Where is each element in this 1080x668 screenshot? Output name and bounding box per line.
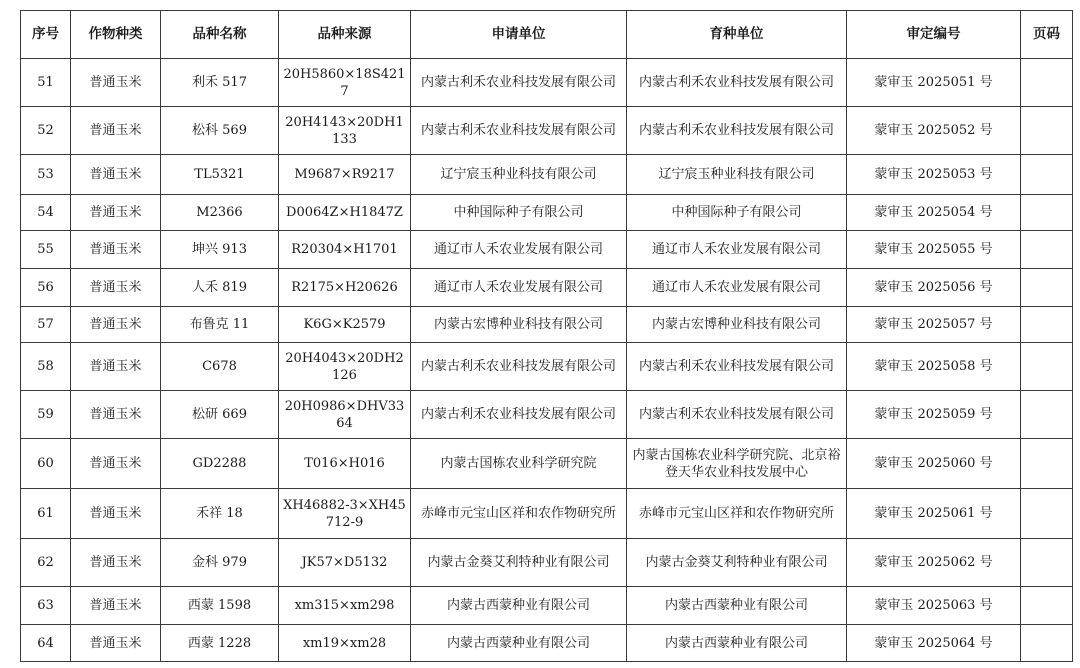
cell-no: 56 [21,269,71,307]
cell-variety: 坤兴 913 [161,231,279,269]
table-row [21,107,1073,155]
cell-code: 蒙审玉 2025061 号 [847,489,1021,539]
cell-page [1021,539,1073,587]
cell-no: 64 [21,625,71,662]
header-no: 序号 [21,11,71,59]
table-row [21,539,1073,587]
cell-breeder: 内蒙古西蒙种业有限公司 [627,587,847,625]
cell-code: 蒙审玉 2025052 号 [847,107,1021,155]
cell-no: 54 [21,195,71,231]
cell-variety: 禾祥 18 [161,489,279,539]
cell-applicant: 通辽市人禾农业发展有限公司 [411,269,627,307]
cell-variety: M2366 [161,195,279,231]
cell-variety: 利禾 517 [161,59,279,107]
header-breeder: 育种单位 [627,11,847,59]
cell-page [1021,155,1073,195]
cell-page [1021,391,1073,439]
table-row [21,625,1073,662]
header-variety: 品种名称 [161,11,279,59]
cell-code: 蒙审玉 2025056 号 [847,269,1021,307]
cell-no: 53 [21,155,71,195]
cell-crop: 普通玉米 [71,391,161,439]
cell-code: 蒙审玉 2025064 号 [847,625,1021,662]
cell-no: 55 [21,231,71,269]
header-code: 审定编号 [847,11,1021,59]
cell-variety: 西蒙 1228 [161,625,279,662]
cell-applicant: 内蒙古西蒙种业有限公司 [411,625,627,662]
cell-source: 20H4043×20DH2126 [279,343,411,391]
cell-applicant: 内蒙古西蒙种业有限公司 [411,587,627,625]
cell-breeder: 内蒙古宏博种业科技有限公司 [627,307,847,343]
table-row [21,59,1073,107]
cell-crop: 普通玉米 [71,489,161,539]
cell-breeder: 赤峰市元宝山区祥和农作物研究所 [627,489,847,539]
cell-breeder: 内蒙古利禾农业科技发展有限公司 [627,343,847,391]
cell-page [1021,59,1073,107]
cell-no: 58 [21,343,71,391]
cell-crop: 普通玉米 [71,539,161,587]
cell-page [1021,343,1073,391]
cell-applicant: 内蒙古国栋农业科学研究院 [411,439,627,489]
cell-variety: C678 [161,343,279,391]
header-row [21,11,1073,59]
cell-variety: 松科 569 [161,107,279,155]
cell-source: xm315×xm298 [279,587,411,625]
cell-variety: 人禾 819 [161,269,279,307]
cell-source: R2175×H20626 [279,269,411,307]
cell-applicant: 内蒙古利禾农业科技发展有限公司 [411,59,627,107]
cell-page [1021,439,1073,489]
cell-crop: 普通玉米 [71,269,161,307]
cell-applicant: 内蒙古宏博种业科技有限公司 [411,307,627,343]
cell-applicant: 赤峰市元宝山区祥和农作物研究所 [411,489,627,539]
cell-page [1021,195,1073,231]
cell-breeder: 辽宁宸玉种业科技有限公司 [627,155,847,195]
cell-page [1021,231,1073,269]
cell-code: 蒙审玉 2025054 号 [847,195,1021,231]
table-row [21,307,1073,343]
cell-no: 52 [21,107,71,155]
cell-variety: TL5321 [161,155,279,195]
cell-code: 蒙审玉 2025055 号 [847,231,1021,269]
cell-source: R20304×H1701 [279,231,411,269]
cell-breeder: 内蒙古金葵艾利特种业有限公司 [627,539,847,587]
cell-crop: 普通玉米 [71,59,161,107]
cell-page [1021,489,1073,539]
table-row [21,155,1073,195]
cell-variety: 西蒙 1598 [161,587,279,625]
cell-breeder: 内蒙古利禾农业科技发展有限公司 [627,59,847,107]
cell-variety: 金科 979 [161,539,279,587]
table-row [21,195,1073,231]
cell-source: D0064Z×H1847Z [279,195,411,231]
cell-source: xm19×xm28 [279,625,411,662]
table-row [21,343,1073,391]
table-row [21,269,1073,307]
cell-page [1021,587,1073,625]
cell-breeder: 内蒙古利禾农业科技发展有限公司 [627,391,847,439]
cell-code: 蒙审玉 2025051 号 [847,59,1021,107]
cell-no: 60 [21,439,71,489]
variety-approval-table [20,10,1073,662]
cell-page [1021,307,1073,343]
table-row [21,391,1073,439]
cell-applicant: 辽宁宸玉种业科技有限公司 [411,155,627,195]
cell-crop: 普通玉米 [71,231,161,269]
cell-no: 51 [21,59,71,107]
table-body [21,59,1073,662]
cell-code: 蒙审玉 2025063 号 [847,587,1021,625]
cell-breeder: 通辽市人禾农业发展有限公司 [627,269,847,307]
cell-applicant: 内蒙古利禾农业科技发展有限公司 [411,391,627,439]
cell-no: 63 [21,587,71,625]
table-row [21,587,1073,625]
cell-variety: GD2288 [161,439,279,489]
cell-breeder: 内蒙古西蒙种业有限公司 [627,625,847,662]
cell-applicant: 通辽市人禾农业发展有限公司 [411,231,627,269]
header-applicant: 申请单位 [411,11,627,59]
header-source: 品种来源 [279,11,411,59]
cell-code: 蒙审玉 2025060 号 [847,439,1021,489]
cell-source: XH46882-3×XH45712-9 [279,489,411,539]
cell-code: 蒙审玉 2025053 号 [847,155,1021,195]
cell-code: 蒙审玉 2025062 号 [847,539,1021,587]
cell-crop: 普通玉米 [71,307,161,343]
cell-applicant: 内蒙古金葵艾利特种业有限公司 [411,539,627,587]
cell-source: M9687×R9217 [279,155,411,195]
cell-applicant: 内蒙古利禾农业科技发展有限公司 [411,107,627,155]
header-page: 页码 [1021,11,1073,59]
cell-breeder: 中种国际种子有限公司 [627,195,847,231]
header-crop: 作物种类 [71,11,161,59]
table-row [21,489,1073,539]
cell-crop: 普通玉米 [71,587,161,625]
cell-page [1021,625,1073,662]
cell-variety: 松研 669 [161,391,279,439]
cell-source: 20H5860×18S4217 [279,59,411,107]
cell-applicant: 内蒙古利禾农业科技发展有限公司 [411,343,627,391]
cell-source: K6G×K2579 [279,307,411,343]
cell-crop: 普通玉米 [71,343,161,391]
cell-page [1021,107,1073,155]
cell-code: 蒙审玉 2025059 号 [847,391,1021,439]
cell-breeder: 内蒙古利禾农业科技发展有限公司 [627,107,847,155]
cell-page [1021,269,1073,307]
cell-applicant: 中种国际种子有限公司 [411,195,627,231]
cell-no: 62 [21,539,71,587]
cell-crop: 普通玉米 [71,155,161,195]
cell-breeder: 通辽市人禾农业发展有限公司 [627,231,847,269]
cell-crop: 普通玉米 [71,625,161,662]
cell-no: 57 [21,307,71,343]
cell-code: 蒙审玉 2025057 号 [847,307,1021,343]
cell-no: 59 [21,391,71,439]
cell-no: 61 [21,489,71,539]
cell-variety: 布鲁克 11 [161,307,279,343]
table-row [21,231,1073,269]
cell-breeder: 内蒙古国栋农业科学研究院、北京裕登天华农业科技发展中心 [627,439,847,489]
cell-source: T016×H016 [279,439,411,489]
cell-source: JK57×D5132 [279,539,411,587]
cell-crop: 普通玉米 [71,195,161,231]
cell-source: 20H0986×DHV3364 [279,391,411,439]
table-row [21,439,1073,489]
cell-crop: 普通玉米 [71,439,161,489]
cell-crop: 普通玉米 [71,107,161,155]
cell-code: 蒙审玉 2025058 号 [847,343,1021,391]
cell-source: 20H4143×20DH1133 [279,107,411,155]
